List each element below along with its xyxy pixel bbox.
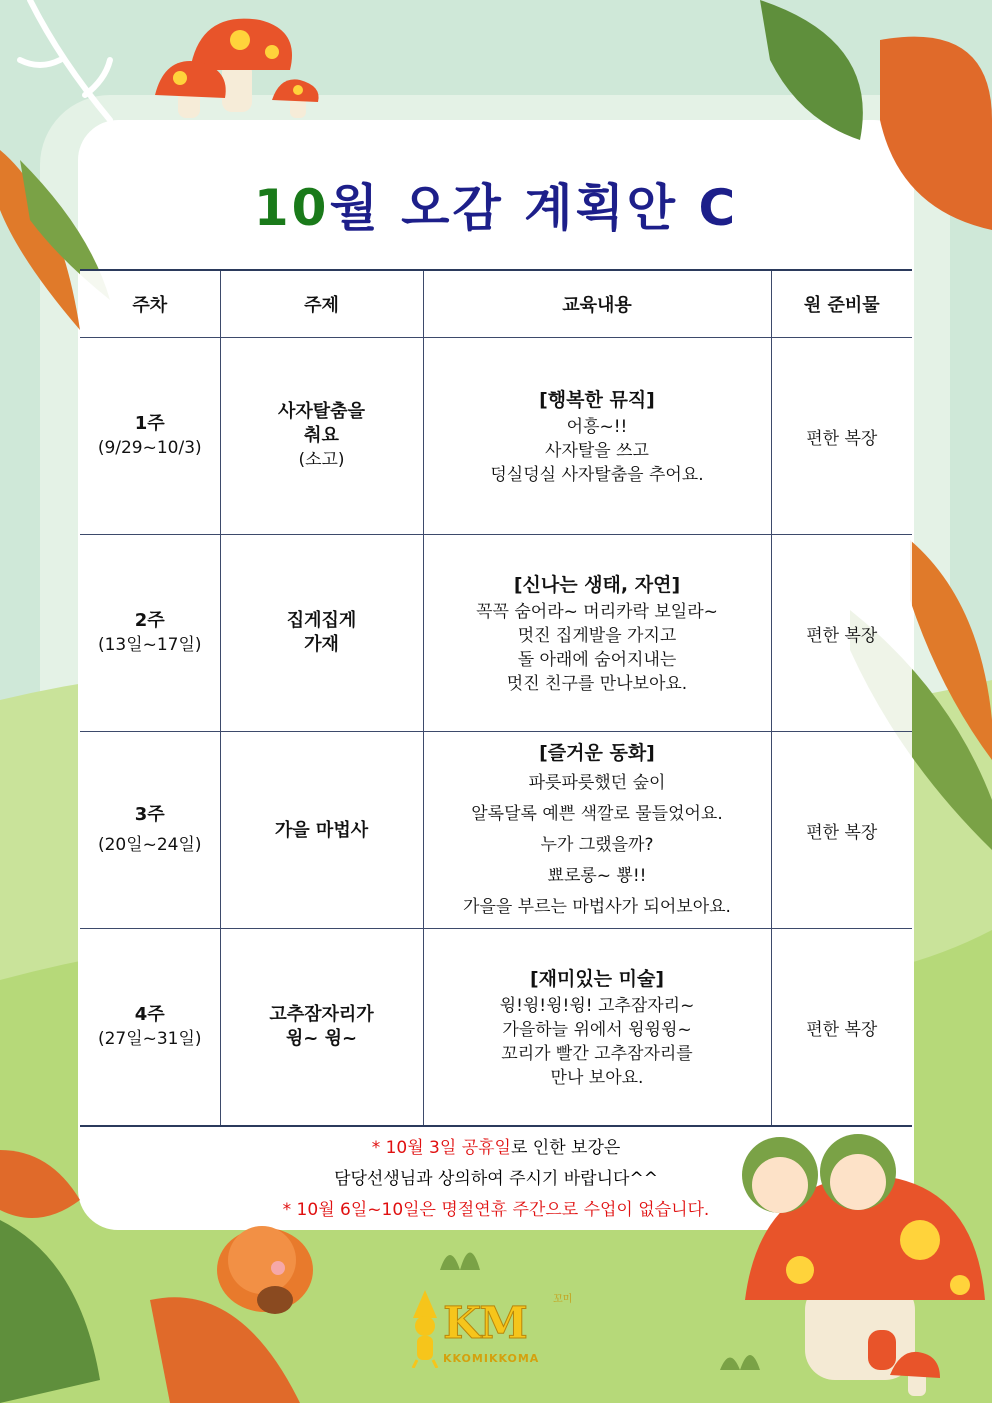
content-line: 사자탈을 쓰고 bbox=[545, 441, 649, 461]
week-dates: (20일~24일) bbox=[97, 835, 202, 855]
note-holiday: * 10월 3일 공휴일 bbox=[371, 1138, 511, 1158]
notes bbox=[0, 1133, 992, 1226]
content-line: 가을을 부르는 마법사가 되어보아요. bbox=[463, 896, 731, 917]
logo-korean: 꼬미 bbox=[553, 1294, 573, 1305]
table-row bbox=[80, 535, 912, 732]
week-dates: (13일~17일) bbox=[97, 635, 202, 655]
content-line: 멋진 친구를 만나보아요. bbox=[506, 674, 688, 694]
plan-table bbox=[80, 269, 912, 1127]
supplies-cell: 편한 복장 bbox=[771, 338, 912, 535]
week-label: 1주 bbox=[134, 413, 165, 434]
supplies-cell: 편한 복장 bbox=[771, 929, 912, 1127]
table-row bbox=[80, 338, 912, 535]
week-cell bbox=[80, 338, 220, 535]
brand-logo bbox=[405, 1290, 595, 1370]
supplies-cell: 편한 복장 bbox=[771, 732, 912, 929]
page-title bbox=[0, 168, 992, 240]
content-line: 뾰로롱~ 뿅!! bbox=[547, 865, 647, 886]
content-line: 누가 그랬을까? bbox=[540, 834, 654, 855]
content-title: [신나는 생태, 자연] bbox=[513, 574, 681, 596]
content-line: 알록달록 예쁜 색깔로 물들었어요. bbox=[471, 803, 723, 824]
gnome-mascot-icon bbox=[405, 1290, 445, 1368]
header-theme: 주제 bbox=[220, 270, 423, 338]
content-cell bbox=[423, 929, 771, 1127]
header-content: 교육내용 bbox=[423, 270, 771, 338]
theme-line: (소고) bbox=[298, 450, 345, 470]
week-dates: (9/29~10/3) bbox=[97, 438, 202, 458]
title-number: 10 bbox=[253, 179, 330, 237]
content-title: [재미있는 미술] bbox=[529, 968, 665, 990]
week-cell bbox=[80, 929, 220, 1127]
content-line: 돌 아래에 숨어지내는 bbox=[517, 650, 677, 670]
week-label: 3주 bbox=[134, 804, 165, 825]
content-title: [행복한 뮤직] bbox=[539, 389, 655, 411]
week-dates: (27일~31일) bbox=[97, 1029, 202, 1049]
theme-line: 윙~ 윙~ bbox=[285, 1028, 358, 1049]
week-cell bbox=[80, 732, 220, 929]
theme-line: 가재 bbox=[304, 634, 339, 655]
theme-cell bbox=[220, 732, 423, 929]
theme-line: 사자탈춤을 bbox=[278, 401, 365, 422]
theme-cell bbox=[220, 929, 423, 1127]
theme-line: 집게집게 bbox=[286, 610, 357, 631]
week-cell bbox=[80, 535, 220, 732]
week-label: 4주 bbox=[134, 1004, 165, 1025]
table-row bbox=[80, 732, 912, 929]
theme-line: 춰요 bbox=[304, 425, 339, 446]
content-title: [즐거운 동화] bbox=[539, 741, 655, 764]
theme-line: 고추잠자리가 bbox=[269, 1004, 374, 1025]
logo-subtext: KKOMIKKOMA bbox=[443, 1352, 540, 1365]
theme-line: 가을 마법사 bbox=[274, 819, 369, 841]
theme-cell bbox=[220, 338, 423, 535]
content-line: 꼭꼭 숨어라~ 머리카락 보일라~ bbox=[476, 602, 718, 622]
note-line-2: 담당선생님과 상의하여 주시기 바랍니다^^ bbox=[334, 1169, 658, 1189]
content-cell bbox=[423, 535, 771, 732]
note-line-1 bbox=[0, 1133, 992, 1164]
content-line: 파릇파릇했던 숲이 bbox=[528, 772, 666, 793]
week-label: 2주 bbox=[134, 610, 165, 631]
content-line: 윙!윙!윙!윙! 고추잠자리~ bbox=[499, 996, 695, 1016]
content-line: 어흥~!! bbox=[566, 417, 628, 437]
content-line: 만나 보아요. bbox=[550, 1068, 644, 1088]
content-cell bbox=[423, 338, 771, 535]
header-supplies: 원 준비물 bbox=[771, 270, 912, 338]
header-week: 주차 bbox=[80, 270, 220, 338]
note-line-3: * 10월 6일~10일은 명절연휴 주간으로 수업이 없습니다. bbox=[282, 1200, 710, 1220]
table-row bbox=[80, 929, 912, 1127]
logo-mark: KM bbox=[443, 1298, 526, 1349]
theme-cell bbox=[220, 535, 423, 732]
content-line: 꼬리가 빨간 고추잠자리를 bbox=[501, 1044, 693, 1064]
note-makeup: 로 인한 보강은 bbox=[510, 1138, 621, 1158]
content-line: 덩실덩실 사자탈춤을 추어요. bbox=[490, 465, 704, 485]
table-header-row bbox=[80, 270, 912, 338]
supplies-cell: 편한 복장 bbox=[771, 535, 912, 732]
content-line: 멋진 집게발을 가지고 bbox=[517, 626, 677, 646]
content-line: 가을하늘 위에서 윙윙윙~ bbox=[502, 1020, 692, 1040]
content-cell bbox=[423, 732, 771, 929]
title-text: 월 오감 계획안 C bbox=[329, 179, 739, 237]
